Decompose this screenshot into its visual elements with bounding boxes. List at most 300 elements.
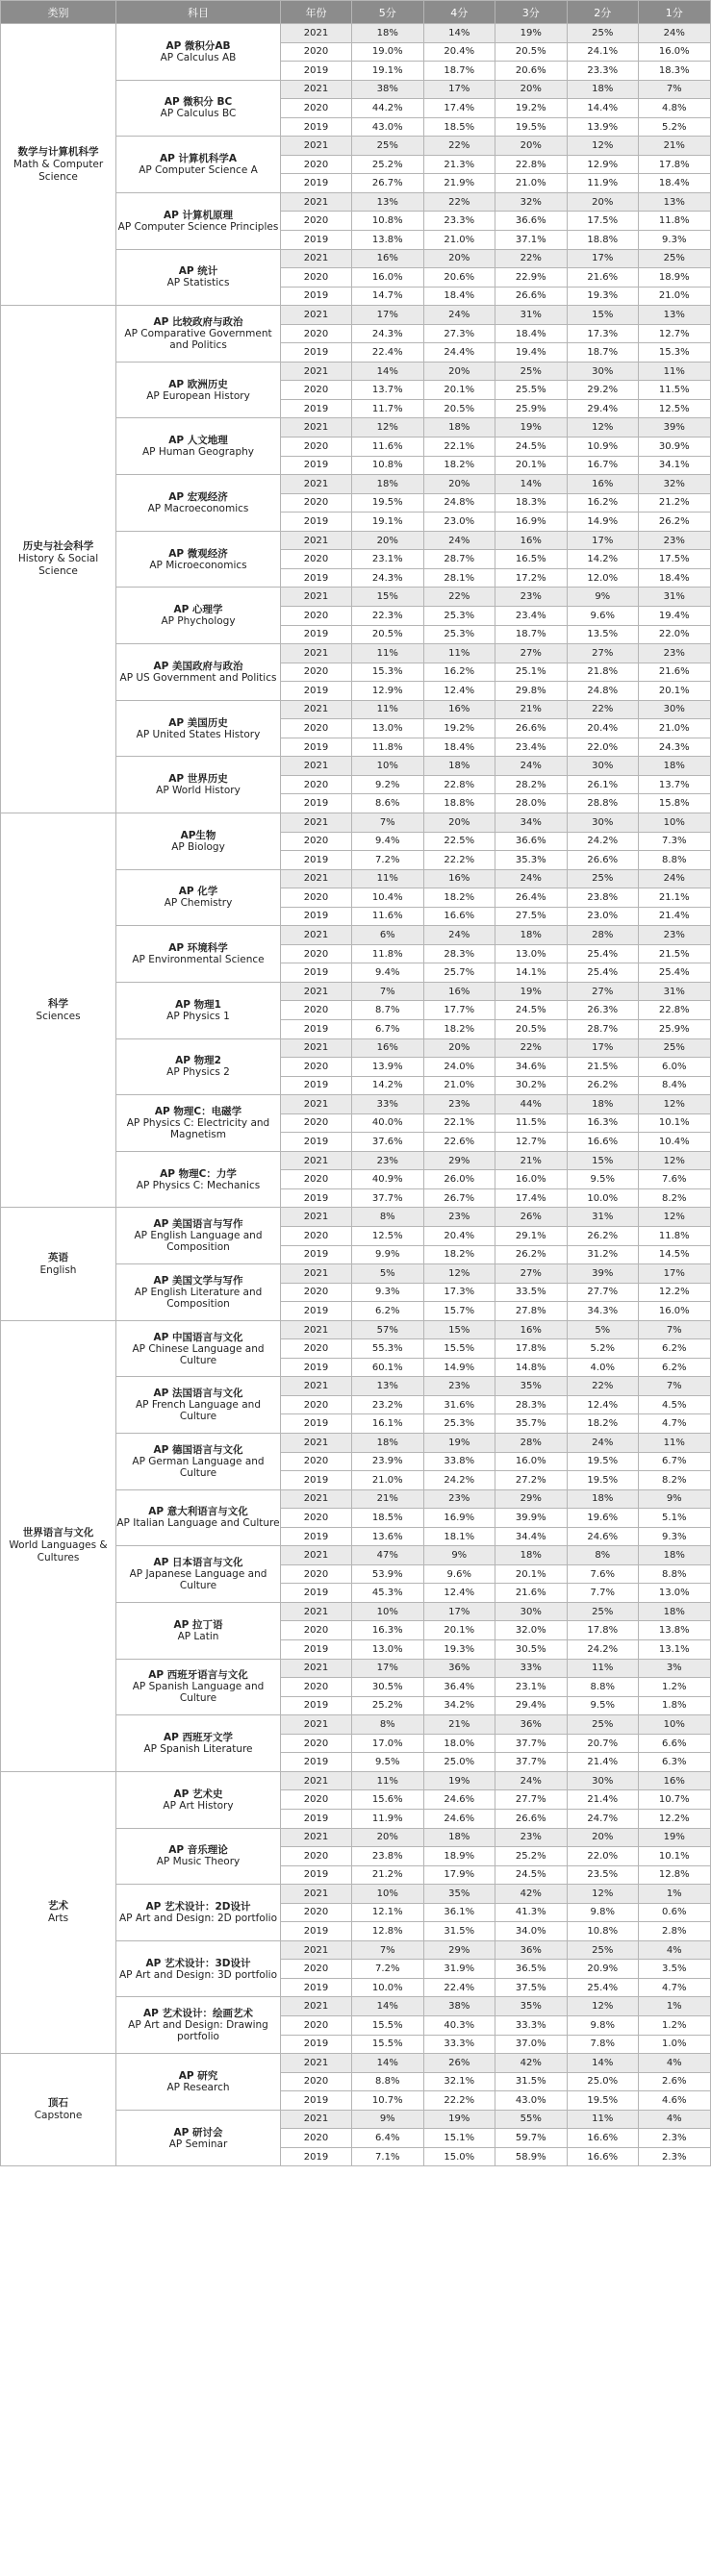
score-3-cell: 36.6% bbox=[495, 832, 568, 851]
table-row bbox=[1, 1771, 711, 1790]
score-3-cell: 29.4% bbox=[495, 1696, 568, 1715]
subject-name-cn: AP 心理学 bbox=[173, 604, 223, 616]
score-5-cell: 8% bbox=[352, 1208, 424, 1227]
score-1-cell: 1% bbox=[639, 1997, 711, 2016]
year-cell: 2019 bbox=[281, 231, 352, 250]
subject-name-en: AP Computer Science A bbox=[139, 164, 258, 177]
subject-name-en: AP Physics C: Electricity and Magnetism bbox=[126, 1116, 270, 1140]
year-cell: 2020 bbox=[281, 155, 352, 174]
category-name-en: World Languages & Cultures bbox=[9, 1539, 108, 1564]
score-5-cell: 17% bbox=[352, 306, 424, 325]
year-cell: 2020 bbox=[281, 1847, 352, 1866]
score-2-cell: 20.4% bbox=[567, 719, 639, 738]
score-4-cell: 18% bbox=[423, 1828, 495, 1847]
subject-name-en: AP Art and Design: Drawing portfolio bbox=[128, 2019, 268, 2043]
score-4-cell: 17.4% bbox=[423, 99, 495, 118]
score-2-cell: 9.6% bbox=[567, 606, 639, 625]
year-cell: 2019 bbox=[281, 117, 352, 137]
score-5-cell: 9.5% bbox=[352, 1753, 424, 1772]
score-2-cell: 15% bbox=[567, 306, 639, 325]
subject-name-cn: AP 环境科学 bbox=[168, 942, 228, 955]
year-cell: 2021 bbox=[281, 869, 352, 888]
score-1-cell: 1.0% bbox=[639, 2035, 711, 2054]
score-1-cell: 11% bbox=[639, 1434, 711, 1453]
score-1-cell: 8.2% bbox=[639, 1471, 711, 1490]
score-2-cell: 21.5% bbox=[567, 1058, 639, 1077]
score-1-cell: 10.7% bbox=[639, 1790, 711, 1810]
score-4-cell: 15.5% bbox=[423, 1339, 495, 1359]
subject-cell bbox=[116, 869, 281, 926]
score-3-cell: 18.3% bbox=[495, 493, 568, 513]
subject-name-en: AP Italian Language and Culture bbox=[116, 1517, 280, 1530]
subject-name-cn: AP 西班牙文学 bbox=[164, 1732, 233, 1744]
year-cell: 2021 bbox=[281, 1095, 352, 1114]
score-2-cell: 26.2% bbox=[567, 1076, 639, 1095]
subject-cell bbox=[116, 306, 281, 363]
score-5-cell: 23.9% bbox=[352, 1452, 424, 1471]
score-4-cell: 20% bbox=[423, 362, 495, 381]
score-5-cell: 14.2% bbox=[352, 1076, 424, 1095]
score-5-cell: 13% bbox=[352, 192, 424, 212]
score-4-cell: 24.6% bbox=[423, 1809, 495, 1828]
score-3-cell: 30.5% bbox=[495, 1640, 568, 1660]
score-5-cell: 7% bbox=[352, 982, 424, 1001]
score-3-cell: 55% bbox=[495, 2110, 568, 2129]
subject-cell bbox=[116, 24, 281, 81]
score-4-cell: 15% bbox=[423, 1320, 495, 1339]
score-3-cell: 37.1% bbox=[495, 231, 568, 250]
subject-name-en: AP Spanish Language and Culture bbox=[132, 1681, 265, 1705]
score-5-cell: 43.0% bbox=[352, 117, 424, 137]
score-5-cell: 15.6% bbox=[352, 1790, 424, 1810]
score-1-cell: 19% bbox=[639, 1828, 711, 1847]
score-1-cell: 21.0% bbox=[639, 287, 711, 306]
score-4-cell: 16% bbox=[423, 982, 495, 1001]
score-4-cell: 22% bbox=[423, 588, 495, 607]
score-4-cell: 17% bbox=[423, 1602, 495, 1621]
year-cell: 2020 bbox=[281, 438, 352, 457]
year-cell: 2019 bbox=[281, 851, 352, 870]
score-5-cell: 25% bbox=[352, 137, 424, 156]
score-3-cell: 33.5% bbox=[495, 1283, 568, 1302]
score-5-cell: 8% bbox=[352, 1715, 424, 1735]
score-4-cell: 23% bbox=[423, 1208, 495, 1227]
score-4-cell: 24% bbox=[423, 926, 495, 945]
score-2-cell: 16.6% bbox=[567, 2129, 639, 2148]
score-2-cell: 19.3% bbox=[567, 287, 639, 306]
score-1-cell: 30.9% bbox=[639, 438, 711, 457]
score-2-cell: 21.6% bbox=[567, 268, 639, 288]
score-5-cell: 10.8% bbox=[352, 212, 424, 231]
score-1-cell: 6.6% bbox=[639, 1734, 711, 1753]
score-3-cell: 21% bbox=[495, 1151, 568, 1170]
score-4-cell: 25.7% bbox=[423, 963, 495, 983]
score-4-cell: 21% bbox=[423, 1715, 495, 1735]
subject-name-cn: AP 微积分AB bbox=[165, 39, 231, 52]
score-3-cell: 37.5% bbox=[495, 1978, 568, 1997]
score-1-cell: 8.8% bbox=[639, 851, 711, 870]
score-1-cell: 21.1% bbox=[639, 888, 711, 908]
score-1-cell: 12.2% bbox=[639, 1283, 711, 1302]
score-3-cell: 22.9% bbox=[495, 268, 568, 288]
score-5-cell: 10% bbox=[352, 1602, 424, 1621]
score-5-cell: 12% bbox=[352, 418, 424, 438]
score-3-cell: 34.0% bbox=[495, 1922, 568, 1941]
score-3-cell: 28% bbox=[495, 1434, 568, 1453]
score-1-cell: 4.6% bbox=[639, 2091, 711, 2111]
score-5-cell: 12.1% bbox=[352, 1903, 424, 1922]
score-3-cell: 28.2% bbox=[495, 775, 568, 794]
score-4-cell: 29% bbox=[423, 1151, 495, 1170]
score-2-cell: 12.4% bbox=[567, 1395, 639, 1414]
score-3-cell: 24% bbox=[495, 757, 568, 776]
score-4-cell: 18% bbox=[423, 757, 495, 776]
score-4-cell: 22% bbox=[423, 192, 495, 212]
score-3-cell: 16% bbox=[495, 531, 568, 550]
year-cell: 2019 bbox=[281, 1865, 352, 1885]
score-4-cell: 18.2% bbox=[423, 1245, 495, 1264]
year-cell: 2021 bbox=[281, 926, 352, 945]
score-3-cell: 23% bbox=[495, 1828, 568, 1847]
year-cell: 2020 bbox=[281, 663, 352, 682]
score-1-cell: 18.4% bbox=[639, 568, 711, 588]
score-3-cell: 18.4% bbox=[495, 324, 568, 343]
year-cell: 2020 bbox=[281, 2072, 352, 2091]
year-cell: 2021 bbox=[281, 2110, 352, 2129]
score-1-cell: 18% bbox=[639, 757, 711, 776]
subject-name-cn: AP 艺术设计：绘画艺术 bbox=[143, 2008, 253, 2020]
score-3-cell: 19.4% bbox=[495, 343, 568, 363]
year-cell: 2021 bbox=[281, 249, 352, 268]
score-2-cell: 26.3% bbox=[567, 1001, 639, 1020]
score-2-cell: 16% bbox=[567, 475, 639, 494]
score-5-cell: 11% bbox=[352, 644, 424, 663]
score-1-cell: 32% bbox=[639, 475, 711, 494]
score-2-cell: 14.4% bbox=[567, 99, 639, 118]
score-2-cell: 17.3% bbox=[567, 324, 639, 343]
score-1-cell: 1.2% bbox=[639, 2015, 711, 2035]
score-5-cell: 11.8% bbox=[352, 738, 424, 757]
header-score-4: 4分 bbox=[423, 1, 495, 24]
score-2-cell: 17.8% bbox=[567, 1621, 639, 1640]
category-cell bbox=[1, 2054, 116, 2166]
subject-name-en: AP Chemistry bbox=[164, 897, 233, 910]
score-5-cell: 15% bbox=[352, 588, 424, 607]
score-2-cell: 25% bbox=[567, 1715, 639, 1735]
score-4-cell: 36.1% bbox=[423, 1903, 495, 1922]
score-4-cell: 20.5% bbox=[423, 399, 495, 418]
score-2-cell: 24.2% bbox=[567, 832, 639, 851]
subject-name-cn: AP 西班牙语言与文化 bbox=[148, 1669, 248, 1682]
score-3-cell: 20% bbox=[495, 137, 568, 156]
score-3-cell: 27.2% bbox=[495, 1471, 568, 1490]
score-4-cell: 14.9% bbox=[423, 1358, 495, 1377]
score-5-cell: 11% bbox=[352, 1771, 424, 1790]
score-3-cell: 19% bbox=[495, 24, 568, 43]
score-3-cell: 11.5% bbox=[495, 1113, 568, 1133]
score-3-cell: 20% bbox=[495, 80, 568, 99]
score-2-cell: 27% bbox=[567, 644, 639, 663]
year-cell: 2021 bbox=[281, 1997, 352, 2016]
subject-name-en: AP Macroeconomics bbox=[147, 502, 249, 514]
score-5-cell: 44.2% bbox=[352, 99, 424, 118]
score-1-cell: 3% bbox=[639, 1659, 711, 1678]
year-cell: 2019 bbox=[281, 1527, 352, 1546]
year-cell: 2019 bbox=[281, 2147, 352, 2166]
score-3-cell: 34% bbox=[495, 813, 568, 832]
score-5-cell: 13.7% bbox=[352, 381, 424, 400]
score-5-cell: 20.5% bbox=[352, 625, 424, 644]
score-3-cell: 59.7% bbox=[495, 2129, 568, 2148]
score-1-cell: 21% bbox=[639, 137, 711, 156]
score-2-cell: 31.2% bbox=[567, 1245, 639, 1264]
score-2-cell: 25.4% bbox=[567, 963, 639, 983]
score-5-cell: 7% bbox=[352, 1940, 424, 1960]
subject-cell bbox=[116, 1434, 281, 1490]
score-2-cell: 12% bbox=[567, 137, 639, 156]
score-3-cell: 29.1% bbox=[495, 1227, 568, 1246]
score-4-cell: 24.2% bbox=[423, 1471, 495, 1490]
score-2-cell: 11% bbox=[567, 2110, 639, 2129]
score-2-cell: 28.8% bbox=[567, 794, 639, 813]
year-cell: 2021 bbox=[281, 1264, 352, 1284]
score-4-cell: 19.3% bbox=[423, 1640, 495, 1660]
score-2-cell: 14.2% bbox=[567, 550, 639, 569]
score-4-cell: 18% bbox=[423, 418, 495, 438]
score-2-cell: 13.5% bbox=[567, 625, 639, 644]
subject-name-en: AP Japanese Language and Culture bbox=[129, 1568, 267, 1592]
score-5-cell: 10.4% bbox=[352, 888, 424, 908]
score-5-cell: 11.9% bbox=[352, 1809, 424, 1828]
score-1-cell: 6.0% bbox=[639, 1058, 711, 1077]
score-1-cell: 14.5% bbox=[639, 1245, 711, 1264]
year-cell: 2019 bbox=[281, 1245, 352, 1264]
subject-cell bbox=[116, 757, 281, 813]
year-cell: 2019 bbox=[281, 1753, 352, 1772]
year-cell: 2021 bbox=[281, 80, 352, 99]
score-2-cell: 16.3% bbox=[567, 1113, 639, 1133]
score-3-cell: 30% bbox=[495, 1602, 568, 1621]
score-3-cell: 27.8% bbox=[495, 1302, 568, 1321]
score-3-cell: 17.8% bbox=[495, 1339, 568, 1359]
subject-cell bbox=[116, 588, 281, 644]
score-3-cell: 42% bbox=[495, 1885, 568, 1904]
score-5-cell: 11% bbox=[352, 869, 424, 888]
category-cell bbox=[1, 1320, 116, 1771]
score-1-cell: 18.4% bbox=[639, 174, 711, 193]
subject-cell bbox=[116, 1715, 281, 1772]
subject-cell bbox=[116, 418, 281, 475]
score-5-cell: 14.7% bbox=[352, 287, 424, 306]
score-4-cell: 24.8% bbox=[423, 493, 495, 513]
score-1-cell: 9.3% bbox=[639, 231, 711, 250]
year-cell: 2020 bbox=[281, 1058, 352, 1077]
year-cell: 2020 bbox=[281, 832, 352, 851]
year-cell: 2020 bbox=[281, 381, 352, 400]
subject-cell bbox=[116, 531, 281, 588]
score-3-cell: 22% bbox=[495, 1038, 568, 1058]
score-5-cell: 25.2% bbox=[352, 155, 424, 174]
score-4-cell: 31.5% bbox=[423, 1922, 495, 1941]
score-3-cell: 20.5% bbox=[495, 1019, 568, 1038]
score-4-cell: 14% bbox=[423, 24, 495, 43]
score-4-cell: 21.9% bbox=[423, 174, 495, 193]
score-3-cell: 16% bbox=[495, 1320, 568, 1339]
score-5-cell: 18.5% bbox=[352, 1509, 424, 1528]
subject-cell bbox=[116, 80, 281, 137]
score-4-cell: 17% bbox=[423, 80, 495, 99]
score-5-cell: 18% bbox=[352, 475, 424, 494]
score-1-cell: 39% bbox=[639, 418, 711, 438]
subject-cell bbox=[116, 700, 281, 757]
subject-cell bbox=[116, 1659, 281, 1715]
subject-name-en: AP Chinese Language and Culture bbox=[132, 1342, 265, 1366]
year-cell: 2020 bbox=[281, 1509, 352, 1528]
score-1-cell: 17.8% bbox=[639, 155, 711, 174]
score-3-cell: 14.8% bbox=[495, 1358, 568, 1377]
year-cell: 2020 bbox=[281, 1960, 352, 1979]
score-1-cell: 25% bbox=[639, 249, 711, 268]
subject-name-cn: AP 宏观经济 bbox=[168, 490, 228, 503]
score-2-cell: 19.6% bbox=[567, 1509, 639, 1528]
score-4-cell: 20% bbox=[423, 249, 495, 268]
score-5-cell: 9.4% bbox=[352, 832, 424, 851]
score-1-cell: 1.2% bbox=[639, 1678, 711, 1697]
subject-name-cn: AP 美国政府与政治 bbox=[153, 660, 243, 672]
score-1-cell: 24.3% bbox=[639, 738, 711, 757]
score-2-cell: 18% bbox=[567, 1095, 639, 1114]
year-cell: 2019 bbox=[281, 1302, 352, 1321]
score-1-cell: 12.2% bbox=[639, 1809, 711, 1828]
score-4-cell: 20.4% bbox=[423, 1227, 495, 1246]
score-4-cell: 20.1% bbox=[423, 381, 495, 400]
score-2-cell: 26.2% bbox=[567, 1227, 639, 1246]
score-3-cell: 20.1% bbox=[495, 456, 568, 475]
score-5-cell: 20% bbox=[352, 531, 424, 550]
score-1-cell: 21.5% bbox=[639, 944, 711, 963]
table-body bbox=[1, 24, 711, 2166]
subject-name-en: AP Music Theory bbox=[156, 1856, 241, 1868]
year-cell: 2021 bbox=[281, 306, 352, 325]
score-5-cell: 6.4% bbox=[352, 2129, 424, 2148]
score-4-cell: 22.5% bbox=[423, 832, 495, 851]
score-1-cell: 12% bbox=[639, 1151, 711, 1170]
score-4-cell: 26% bbox=[423, 2054, 495, 2073]
subject-name-en: AP Microeconomics bbox=[149, 559, 247, 571]
year-cell: 2020 bbox=[281, 1395, 352, 1414]
score-1-cell: 25% bbox=[639, 1038, 711, 1058]
header-score-3: 3分 bbox=[495, 1, 568, 24]
score-3-cell: 36% bbox=[495, 1715, 568, 1735]
score-4-cell: 25.0% bbox=[423, 1753, 495, 1772]
score-1-cell: 18.3% bbox=[639, 62, 711, 81]
score-3-cell: 26.2% bbox=[495, 1245, 568, 1264]
category-name-cn: 顶石 bbox=[48, 2097, 68, 2110]
score-1-cell: 2.3% bbox=[639, 2147, 711, 2166]
score-2-cell: 22.0% bbox=[567, 1847, 639, 1866]
score-1-cell: 20.1% bbox=[639, 682, 711, 701]
score-1-cell: 7.3% bbox=[639, 832, 711, 851]
score-4-cell: 18.5% bbox=[423, 117, 495, 137]
score-2-cell: 30% bbox=[567, 813, 639, 832]
year-cell: 2020 bbox=[281, 324, 352, 343]
subject-name-cn: AP 研讨会 bbox=[173, 2126, 223, 2138]
score-4-cell: 20.1% bbox=[423, 1621, 495, 1640]
score-2-cell: 13.9% bbox=[567, 117, 639, 137]
score-2-cell: 16.6% bbox=[567, 1133, 639, 1152]
year-cell: 2019 bbox=[281, 287, 352, 306]
score-1-cell: 22.0% bbox=[639, 625, 711, 644]
score-4-cell: 36.4% bbox=[423, 1678, 495, 1697]
category-name-cn: 数学与计算机科学 bbox=[17, 145, 99, 158]
score-5-cell: 6% bbox=[352, 926, 424, 945]
subject-name-cn: AP 音乐理论 bbox=[168, 1844, 228, 1857]
score-3-cell: 25% bbox=[495, 362, 568, 381]
score-5-cell: 23.1% bbox=[352, 550, 424, 569]
year-cell: 2019 bbox=[281, 738, 352, 757]
score-1-cell: 8.4% bbox=[639, 1076, 711, 1095]
subject-name-cn: AP 计算机原理 bbox=[164, 209, 233, 221]
score-4-cell: 18.1% bbox=[423, 1527, 495, 1546]
score-2-cell: 17% bbox=[567, 249, 639, 268]
header-subject: 科目 bbox=[116, 1, 281, 24]
subject-name-cn: AP 法国语言与文化 bbox=[153, 1388, 243, 1400]
year-cell: 2020 bbox=[281, 1001, 352, 1020]
score-2-cell: 18% bbox=[567, 80, 639, 99]
subject-name-en: AP Physics C: Mechanics bbox=[136, 1179, 261, 1191]
subject-name-cn: AP 中国语言与文化 bbox=[153, 1331, 243, 1343]
score-4-cell: 38% bbox=[423, 1997, 495, 2016]
score-5-cell: 18% bbox=[352, 1434, 424, 1453]
score-1-cell: 11.8% bbox=[639, 212, 711, 231]
score-1-cell: 4% bbox=[639, 2110, 711, 2129]
score-1-cell: 23% bbox=[639, 531, 711, 550]
score-4-cell: 36% bbox=[423, 1659, 495, 1678]
score-1-cell: 4.8% bbox=[639, 99, 711, 118]
score-3-cell: 35% bbox=[495, 1377, 568, 1396]
score-1-cell: 13.8% bbox=[639, 1621, 711, 1640]
score-2-cell: 25.0% bbox=[567, 2072, 639, 2091]
score-3-cell: 28.0% bbox=[495, 794, 568, 813]
subject-cell bbox=[116, 644, 281, 701]
subject-name-en: AP English Language and Composition bbox=[134, 1230, 263, 1254]
score-4-cell: 22.1% bbox=[423, 438, 495, 457]
score-4-cell: 15.0% bbox=[423, 2147, 495, 2166]
year-cell: 2019 bbox=[281, 1922, 352, 1941]
score-5-cell: 19.5% bbox=[352, 493, 424, 513]
year-cell: 2021 bbox=[281, 1208, 352, 1227]
score-2-cell: 4.0% bbox=[567, 1358, 639, 1377]
score-2-cell: 8.8% bbox=[567, 1678, 639, 1697]
score-5-cell: 16.3% bbox=[352, 1621, 424, 1640]
score-3-cell: 25.1% bbox=[495, 663, 568, 682]
year-cell: 2021 bbox=[281, 531, 352, 550]
score-5-cell: 22.4% bbox=[352, 343, 424, 363]
score-3-cell: 31% bbox=[495, 306, 568, 325]
score-3-cell: 39.9% bbox=[495, 1509, 568, 1528]
score-1-cell: 10.4% bbox=[639, 1133, 711, 1152]
score-1-cell: 4.7% bbox=[639, 1414, 711, 1434]
subject-cell bbox=[116, 926, 281, 983]
year-cell: 2020 bbox=[281, 1339, 352, 1359]
score-1-cell: 8.8% bbox=[639, 1564, 711, 1584]
score-5-cell: 10% bbox=[352, 757, 424, 776]
year-cell: 2021 bbox=[281, 982, 352, 1001]
year-cell: 2019 bbox=[281, 794, 352, 813]
score-5-cell: 16% bbox=[352, 1038, 424, 1058]
score-3-cell: 24.5% bbox=[495, 1001, 568, 1020]
score-5-cell: 10.8% bbox=[352, 456, 424, 475]
